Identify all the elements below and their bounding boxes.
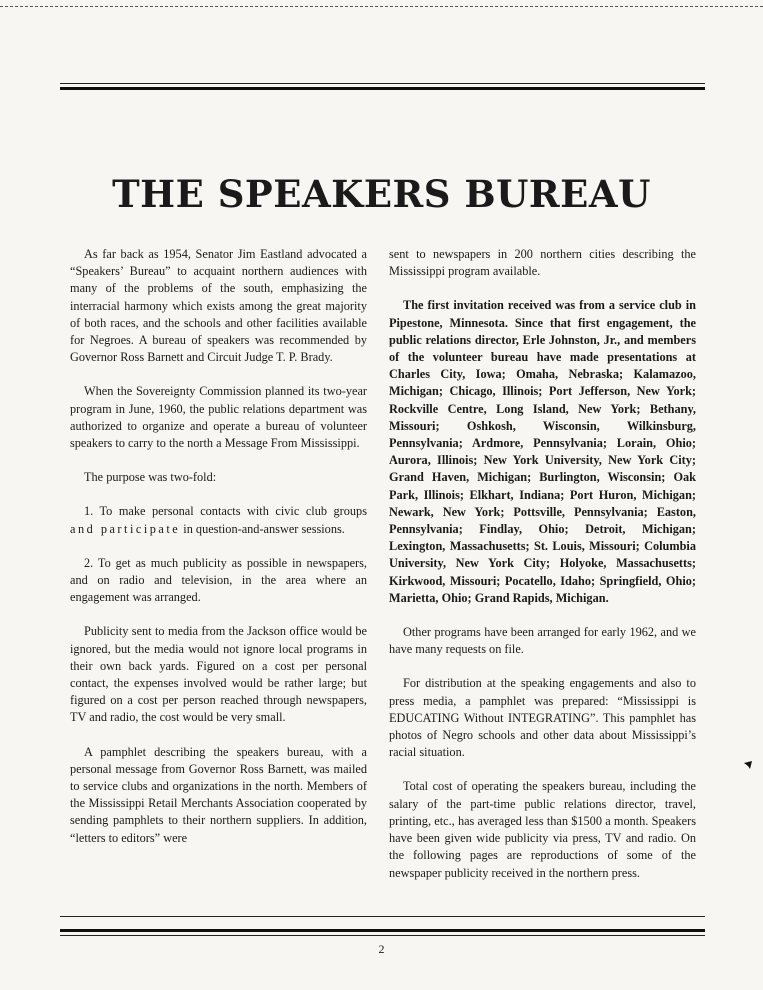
paragraph: For distribution at the speaking engagements and also to press media, a pamphlet was prepared: “Mississippi is EDUCATING Without INTEGRATING”. This pamphlet has photos of Negro schools and other data about Mississippi’s racial situation. [389, 676, 696, 760]
footer-thin-rule [60, 916, 705, 917]
paragraph: When the Sovereignty Commission planned its two-year program in June, 1960, the public relations department was authorized to organize and operate a bureau of volunteer speakers to carry to the north a Message From Mississippi. [70, 384, 367, 451]
paragraph: The purpose was two-fold: [84, 470, 217, 485]
header-thick-rule [60, 87, 705, 90]
paragraph-text: 1. To make personal contacts with civic club groups [84, 504, 367, 519]
page-top-edge-rule [0, 6, 763, 7]
margin-mark-icon [743, 760, 753, 770]
right-column [389, 246, 696, 899]
paragraph-text: in question-and-answer sessions. [180, 521, 345, 536]
paragraph: 2. To get as much publicity as possible in newspapers, and on radio and television, in the area where an engagement was arranged. [70, 555, 367, 605]
paragraph: As far back as 1954, Senator Jim Eastland advocated a “Speakers’ Bureau” to acquaint northern audiences with many of the problems of the south, emphasizing the interracial harmony which exists among the great majority of both races, and the schools and other facilities available for Negroes. A bureau of speakers was recommended by Governor Ross Barnett and Circuit Judge T. P. Brady. [70, 247, 367, 365]
header-thin-rule [60, 83, 705, 84]
paragraph: Total cost of operating the speakers bureau, including the salary of the part-time public relations director, travel, printing, etc., has averaged less than $1500 a month. Speakers have been given wide publicity via press, TV and radio. On the following pages are reproductions of some of the newspaper publicity received in the northern press. [389, 779, 696, 880]
footer-thick-rule [60, 929, 705, 932]
header-rules [60, 83, 705, 90]
paragraph: sent to newspapers in 200 northern cities describing the Mississippi program available. [389, 247, 696, 279]
page-number: 2 [378, 942, 385, 956]
left-column [70, 246, 367, 864]
paragraph: Publicity sent to media from the Jackson office would be ignored, but the media would not ignore local programs in their own back yards. Figured on a cost per personal contact, the expenses involved would be rather large; but figured on a cost per person reached through newspapers, TV and radio, the cost would be very small. [70, 624, 367, 725]
page-title: THE SPEAKERS BUREAU [112, 172, 651, 216]
paragraph [70, 503, 367, 537]
paragraph: Other programs have been arranged for early 1962, and we have many requests on file. [389, 625, 696, 657]
paragraph-bold: The first invitation received was from a service club in Pipestone, Minnesota. Since that first engagement, the public relations director, Erle Johnston, Jr., and members of the volunteer bureau have made presentations at Charles City, Iowa; Omaha, Nebraska; Kalamazoo, Michigan; Chicago, Illinois; Port Jefferson, New York; Rockville Centre, Long Island, New York; Bethany, Missouri; Oshkosh, Wisconsin, Wilkinsburg, Pennsylvania; Ardmore, Pennsylvania; Lorain, Ohio; Aurora, Illinois; New York University, New York City; Grand Haven, Michigan; Burlington, Wisconsin; Oak Park, Illinois; Elkhart, Indiana; Port Huron, Michigan; Newark, New York; Pottsville, Pennsylvania; Easton, Pennsylvania; Findlay, Ohio; Detroit, Michigan; Lexington, Massachusetts; St. Louis, Missouri; Columbia University, New York City; Holyoke, Massachusetts; Kirkwood, Missouri; Pocatello, Idaho; Springfield, Ohio; Marietta, Ohio; Grand Rapids, Michigan. [389, 298, 696, 605]
paragraph: A pamphlet describing the speakers bureau, with a personal message from Governor Ross Barnett, was mailed to service clubs and organizations in the north. Members of the Mississippi Retail Merchants Association cooperated by sending pamphlets to their northern suppliers. In addition, “letters to editors” were [70, 744, 367, 845]
footer-thin-rule-bottom [60, 935, 705, 936]
spaced-text: and participate [70, 521, 181, 536]
